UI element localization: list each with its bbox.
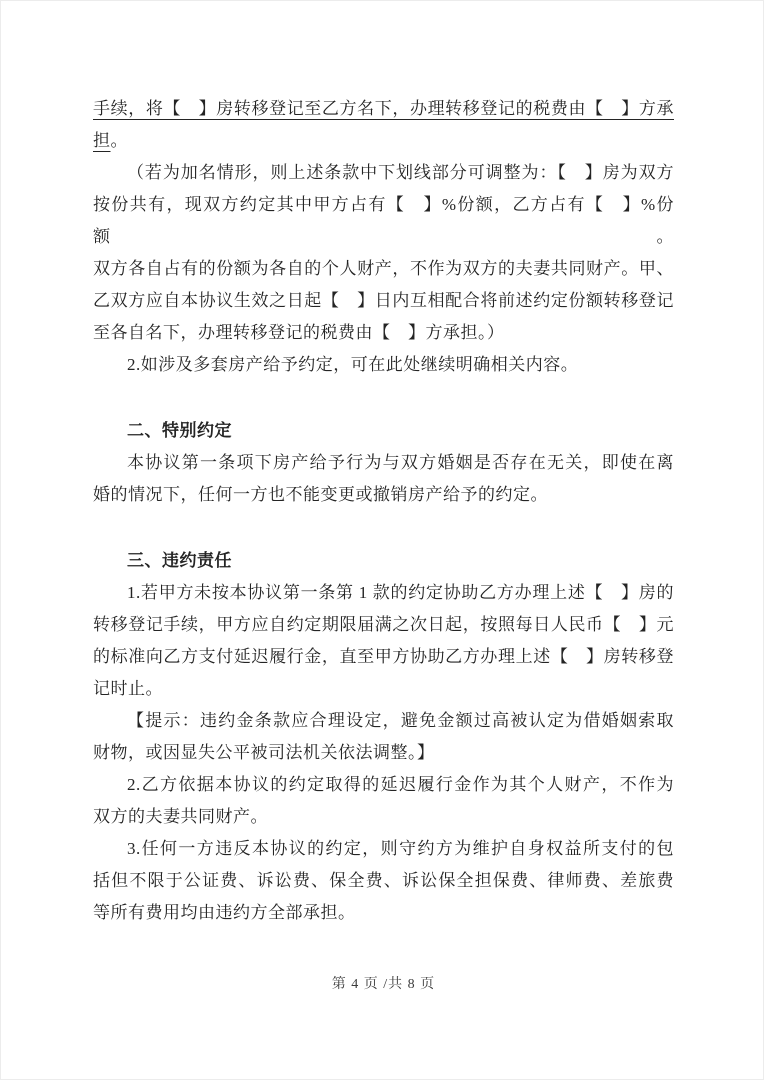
- text-segment: 括但不限于公证费、诉讼费、保全费、诉讼保全担保费、律师费、差旅费: [93, 871, 674, 890]
- text-line: [93, 801, 674, 833]
- text-line: [93, 189, 674, 253]
- text-line: [93, 641, 674, 673]
- text-segment: 【提示：违约金条款应合理设定，避免金额过高被认定为借婚姻索取: [127, 711, 674, 730]
- text-line: [93, 93, 674, 125]
- text-segment: 二、特别约定: [127, 421, 232, 440]
- text-segment: 转移登记手续，甲方应自约定期限届满之次日起，按照每日人民币【 】元: [93, 615, 674, 634]
- text-line: [93, 317, 674, 349]
- page-footer: 第 4 页 /共 8 页: [331, 977, 436, 992]
- text-segment: 财物，或因显失公平被司法机关依法调整。】: [93, 743, 435, 762]
- text-line: [93, 253, 674, 285]
- underlined-text: 手续，将【 】房转移登记至乙方名下，办理转移登记的税费由【 】方承: [93, 99, 674, 118]
- text-segment: 乙双方应自本协议生效之日起【 】日内互相配合将前述约定份额转移登记: [93, 291, 674, 310]
- text-segment: 按份共有，现双方约定其中甲方占有【 】%份额，乙方占有【 】%份额。: [93, 195, 674, 246]
- text-segment: 双方各自占有的份额为各自的个人财产，不作为双方的夫妻共同财产。甲、: [93, 259, 674, 278]
- text-line: [93, 897, 674, 929]
- text-segment: 2.乙方依据本协议的约定取得的延迟履行金作为其个人财产，不作为: [127, 775, 674, 794]
- text-segment: 。: [110, 131, 128, 150]
- text-line: [93, 769, 674, 801]
- text-segment: 的标准向乙方支付延迟履行金，直至甲方协助乙方办理上述【 】房转移登: [93, 647, 674, 666]
- text-segment: 1.若甲方未按本协议第一条第 1 款的约定协助乙方办理上述【 】房的: [127, 583, 674, 602]
- text-segment: 等所有费用均由违约方全部承担。: [93, 903, 356, 922]
- text-line: [93, 125, 674, 157]
- text-line: [93, 577, 674, 609]
- text-segment: 本协议第一条项下房产给予行为与双方婚姻是否存在无关，即使在离: [127, 453, 674, 472]
- text-line: [93, 447, 674, 479]
- text-segment: 2.如涉及多套房产给予约定，可在此处继续明确相关内容。: [127, 355, 579, 374]
- text-line: [93, 865, 674, 897]
- text-line: [93, 285, 674, 317]
- text-segment: 双方的夫妻共同财产。: [93, 807, 268, 826]
- text-segment: 记时止。: [93, 679, 163, 698]
- document-page: [1, 1, 763, 1079]
- section-heading: [93, 415, 674, 447]
- text-segment: 至各自名下，办理转移登记的税费由【 】方承担。）: [93, 323, 505, 342]
- text-line: [93, 833, 674, 865]
- text-line: [93, 609, 674, 641]
- text-line: [93, 157, 674, 189]
- text-segment: 三、违约责任: [127, 551, 232, 570]
- text-line: [93, 673, 674, 705]
- text-line: [93, 737, 674, 769]
- text-line: [93, 705, 674, 737]
- text-line: [93, 349, 674, 381]
- text-line: [93, 479, 674, 511]
- document-body: [93, 93, 674, 929]
- section-heading: [93, 545, 674, 577]
- text-segment: 3.任何一方违反本协议的约定，则守约方为维护自身权益所支付的包: [127, 839, 674, 858]
- underlined-text: 担: [93, 131, 111, 150]
- text-segment: 婚的情况下，任何一方也不能变更或撤销房产给予的约定。: [93, 485, 548, 504]
- text-segment: （若为加名情形，则上述条款中下划线部分可调整为：【 】房为双方: [127, 163, 674, 182]
